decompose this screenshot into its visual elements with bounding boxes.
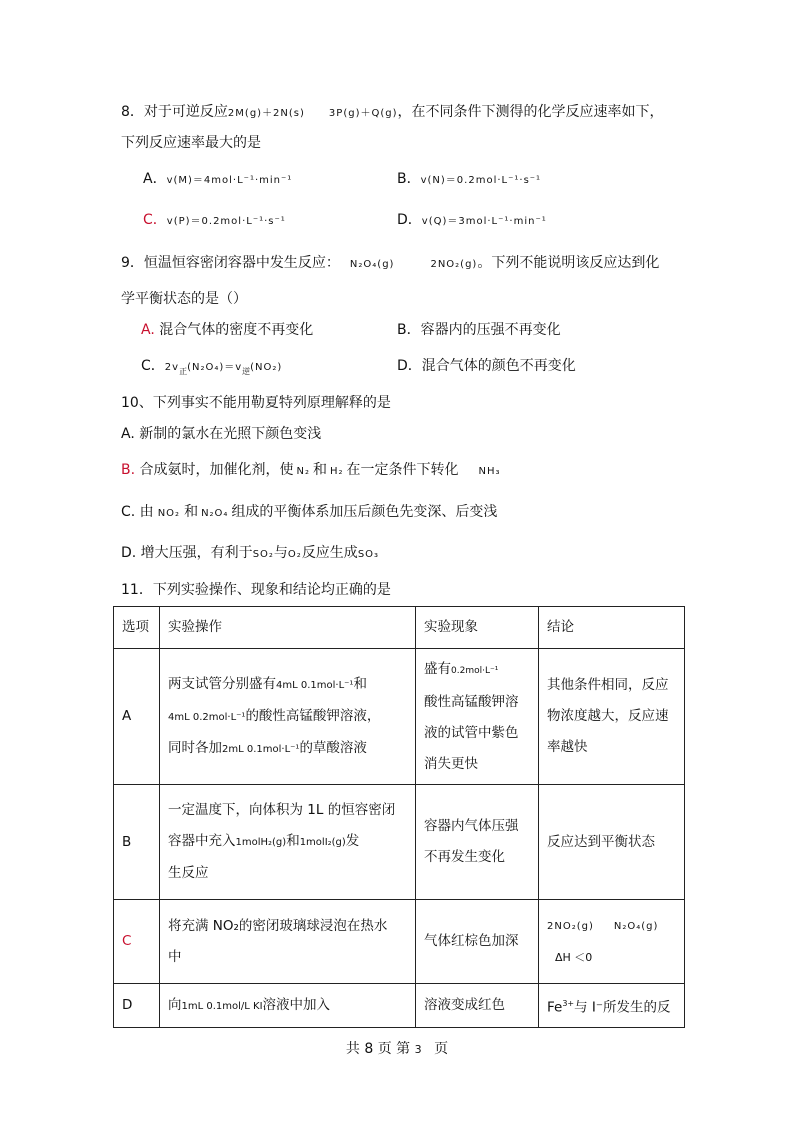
row-a-ph-line1	[424, 654, 530, 687]
row-a-op-text5: 的草酸溶液	[299, 739, 367, 756]
row-a-op-text1: 两支试管分别盛有	[168, 675, 276, 692]
row-c-phenomenon: 气体红棕色加深	[416, 900, 539, 984]
q10-option-d	[121, 543, 379, 565]
row-b-op-text2: 和	[286, 833, 300, 849]
header-option: 选项	[114, 607, 160, 649]
q8-stem-line2: 下列反应速率最大的是	[121, 135, 261, 151]
header-phenomenon: 实验现象	[416, 607, 539, 649]
footer-page-label: 第	[396, 1041, 411, 1057]
q10-option-c-text2: 和	[184, 504, 199, 520]
q8-option-a-label: A．	[143, 171, 167, 187]
row-a-operation-line2	[168, 701, 407, 733]
q9-option-c-label: C．	[141, 358, 165, 374]
q9-option-c	[141, 356, 282, 382]
row-c-option: C	[114, 900, 160, 984]
header-operation: 实验操作	[160, 607, 416, 649]
row-a-operation-line3	[168, 733, 407, 765]
q10-option-b-h2: H₂	[330, 466, 344, 477]
row-b-op-line3: 生反应	[168, 865, 209, 881]
q8-option-c-label: C．	[143, 212, 167, 228]
q10-option-b-text2: 和	[313, 462, 328, 478]
row-c-op-line2: 中	[168, 948, 182, 965]
q10-option-d-text3: 反应生成	[301, 545, 358, 561]
q10-option-c-n2o4: N₂O₄	[201, 508, 229, 519]
q10-option-b-label: B.	[121, 462, 136, 478]
row-b-phenomenon	[416, 785, 539, 900]
row-b-operation	[160, 785, 416, 900]
q8-stem-text-2: ，在不同条件下测得的化学反应速率如下，	[397, 104, 664, 120]
q8-option-b	[397, 169, 541, 191]
table-row	[114, 785, 685, 900]
q9-stem-text: 9．恒温恒容密闭容器中发生反应：	[121, 255, 340, 271]
q8-stem-text: 8．对于可逆反应	[121, 104, 228, 120]
row-d-con-fe: Fe	[547, 999, 563, 1016]
q10-option-b-n2: N₂	[296, 466, 311, 477]
q10-option-d-text1: D. 增大压强，有利于	[121, 545, 253, 561]
row-d-op-text2: 溶液中加入	[262, 996, 331, 1013]
row-c-conclusion	[539, 900, 685, 984]
row-b-op-text3: 发	[345, 833, 360, 849]
q9-option-c-part3: (NO₂)	[250, 362, 283, 373]
row-b-option: B	[114, 785, 160, 900]
row-d-option: D	[114, 984, 160, 1028]
row-b-op-text1: 容器中充入	[168, 833, 236, 849]
row-d-phenomenon: 溶液变成红色	[416, 984, 539, 1028]
row-a-ph-text1: 盛有	[424, 660, 451, 677]
table-header-row	[114, 607, 685, 649]
row-d-op-conc: 1mL 0.1mol/L KI	[181, 1000, 263, 1012]
row-d-op-text1: 向	[168, 996, 182, 1013]
q9-option-c-part2: (N₂O₄)＝v	[187, 362, 243, 373]
header-conclusion: 结论	[539, 607, 685, 649]
q8-option-d-label: D．	[397, 212, 422, 228]
q10-option-c-no2: NO₂	[157, 508, 181, 519]
q9-option-a	[141, 320, 313, 340]
q8-equation-left: 2M(g)＋2N(s)	[227, 108, 305, 119]
row-c-con-line1	[547, 911, 676, 942]
row-a-operation-line1	[168, 669, 407, 701]
footer-page-unit: 页	[434, 1041, 449, 1057]
q9-stem	[121, 253, 659, 275]
q10-stem: 10、下列事实不能用勒夏特列原理解释的是	[121, 395, 391, 411]
row-d-con-text: 与 I⁻所发生的反	[574, 999, 671, 1016]
row-d-operation	[160, 984, 416, 1028]
row-c-con-line2: ΔH ＜0	[555, 950, 593, 964]
table-row	[114, 900, 685, 984]
q10-option-d-o2: O₂	[287, 549, 302, 560]
q8-option-c-text: v(P)＝0.2mol·L⁻¹·s⁻¹	[166, 216, 286, 227]
q10-option-b-text1: 合成氨时，加催化剂，使	[135, 462, 294, 478]
q10-option-c-text3: 组成的平衡体系加压后颜色先变深、后变浅	[231, 504, 498, 520]
q9-option-a-text: 混合气体的密度不再变化	[159, 322, 314, 338]
page-footer	[0, 1038, 794, 1058]
row-c-con-eq-right: N₂O₄(g)	[613, 920, 659, 932]
q10-option-d-so3: SO₃	[357, 549, 380, 560]
row-a-option: A	[114, 649, 160, 785]
q10-option-c-text1: C. 由	[121, 504, 154, 520]
q8-option-a	[143, 169, 292, 191]
row-d-conclusion	[539, 984, 685, 1028]
q8-stem	[121, 102, 664, 124]
q10-option-d-text2: 与	[273, 545, 288, 561]
q8-option-b-label: B．	[397, 171, 421, 187]
q9-option-c-sub-forward: 正	[179, 366, 188, 376]
q9-option-b: B．容器内的压强不再变化	[397, 322, 561, 338]
row-a-con-line2: 物浓度越大，反应速	[547, 708, 669, 724]
row-b-op-i2: 1molI₂(g)	[299, 837, 346, 848]
row-a-ph-line3: 液的试管中紫色	[424, 724, 519, 741]
footer-total-pages: 共 8 页	[345, 1041, 392, 1057]
row-a-con-line3: 率越快	[547, 739, 588, 755]
row-a-ph-conc: 0.2mol·L⁻¹	[451, 665, 499, 676]
q10-option-d-so2: SO₂	[252, 549, 274, 560]
row-a-conclusion	[539, 649, 685, 785]
row-a-operation	[160, 649, 416, 785]
row-a-op-conc3: 2mL 0.1mol·L⁻¹	[222, 743, 300, 755]
q8-option-c	[143, 210, 286, 232]
q9-equation-left: N₂O₄(g)	[349, 259, 395, 270]
row-b-ph-line2: 不再发生变化	[424, 849, 505, 865]
q8-option-d	[397, 210, 547, 232]
q8-option-b-text: v(N)＝0.2mol·L⁻¹·s⁻¹	[420, 175, 542, 186]
row-a-op-text2: 和	[353, 675, 367, 692]
q9-option-c-sub-reverse: 逆	[242, 366, 251, 376]
footer-page-number: 3	[414, 1043, 422, 1056]
q8-option-a-text: v(M)＝4mol·L⁻¹·min⁻¹	[166, 175, 293, 186]
row-b-op-line1: 一定温度下，向体积为 1L 的恒容密闭	[168, 802, 396, 818]
q10-option-b-nh3: NH₃	[478, 466, 501, 477]
row-a-ph-line2: 酸性高锰酸钾溶	[424, 693, 519, 710]
row-c-op-line1: 将充满 NO₂的密闭玻璃球浸泡在热水	[168, 917, 388, 934]
row-b-conclusion: 反应达到平衡状态	[539, 785, 685, 900]
row-a-op-conc1: 4mL 0.1mol·L⁻¹	[276, 679, 354, 691]
row-a-op-text3: 的酸性高锰酸钾溶液，	[245, 707, 381, 724]
q9-stem-line2: 学平衡状态的是（）	[121, 291, 247, 307]
q9-option-c-part1: 2v	[164, 362, 180, 373]
row-d-con-charge: 3+	[562, 998, 575, 1008]
q9-option-a-label: A.	[141, 322, 155, 338]
q8-equation-right: 3P(g)＋Q(g)	[328, 108, 398, 119]
row-a-phenomenon	[416, 649, 539, 785]
row-c-con-eq-left: 2NO₂(g)	[547, 920, 594, 932]
experiment-table	[113, 606, 685, 1028]
row-b-ph-line1: 容器内气体压强	[424, 818, 519, 834]
q10-option-b-text3: 在一定条件下转化	[346, 462, 459, 478]
q9-stem-text-2: 。下列不能说明该反应达到化	[477, 255, 660, 271]
row-b-op-h2: 1molH₂(g)	[235, 837, 287, 848]
row-a-op-text4: 同时各加	[168, 739, 222, 756]
table-row	[114, 984, 685, 1028]
row-a-op-conc2: 4mL 0.2mol·L⁻¹	[168, 711, 246, 723]
row-a-ph-line4: 消失更快	[424, 755, 478, 772]
q8-option-d-text: v(Q)＝3mol·L⁻¹·min⁻¹	[421, 216, 547, 227]
row-b-op-line2	[168, 826, 407, 858]
q11-stem: 11．下列实验操作、现象和结论均正确的是	[121, 582, 391, 598]
table-row	[114, 649, 685, 785]
q10-option-a: A. 新制的氯水在光照下颜色变浅	[121, 426, 322, 442]
row-a-con-line1: 其他条件相同，反应	[547, 677, 669, 693]
q10-option-c	[121, 502, 497, 524]
q9-equation-right: 2NO₂(g)	[430, 259, 478, 270]
row-c-operation	[160, 900, 416, 984]
q10-option-b	[121, 460, 501, 482]
q9-option-d: D．混合气体的颜色不再变化	[397, 358, 576, 374]
